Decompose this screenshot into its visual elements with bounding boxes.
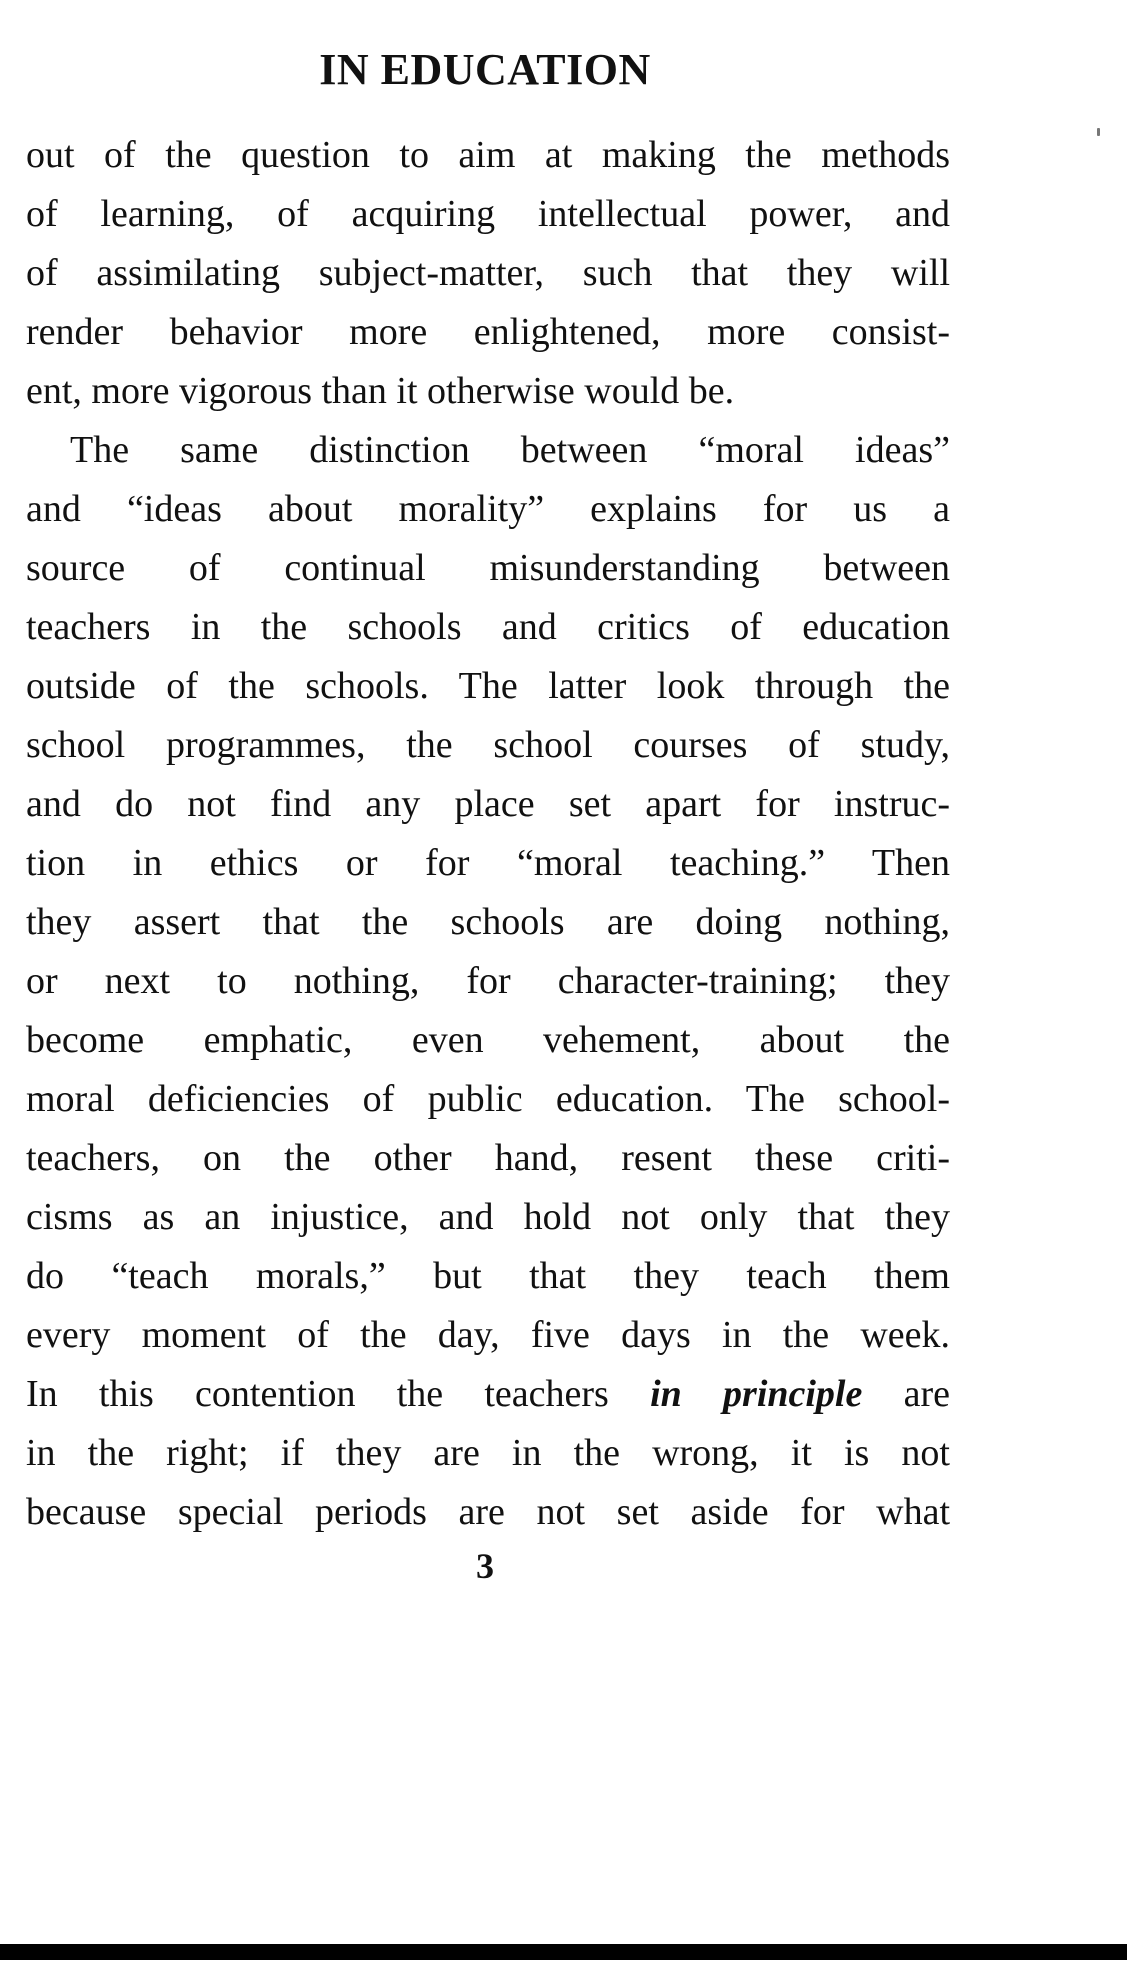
text-line: because special periods are not set aside for what — [26, 1491, 950, 1533]
text-line: they assert that the schools are doing nothing, — [26, 901, 950, 943]
text-line: teachers in the schools and critics of education — [26, 606, 950, 648]
emphasis-line — [26, 1365, 950, 1424]
text-line: in the right; if they are in the wrong, it is not — [26, 1432, 950, 1474]
text-line: of learning, of acquiring intellectual power, and — [26, 193, 950, 235]
running-header: IN EDUCATION — [319, 45, 651, 94]
margin-speck — [1097, 128, 1100, 136]
text-line: teachers, on the other hand, resent these criti- — [26, 1137, 950, 1179]
text-line: and do not find any place set apart for instruc- — [26, 783, 950, 825]
emphasis-line-after: are — [862, 1373, 950, 1415]
italic-emphasis: in principle — [650, 1373, 863, 1415]
text-line: do “teach morals,” but that they teach them — [26, 1255, 950, 1297]
text-line: tion in ethics or for “moral teaching.” Then — [26, 842, 950, 884]
body-text — [26, 126, 950, 1542]
text-line: every moment of the day, five days in the week. — [26, 1314, 950, 1356]
text-line: ent, more vigorous than it otherwise would be. — [26, 370, 735, 412]
text-line: or next to nothing, for character-training; they — [26, 960, 950, 1002]
text-line: out of the question to aim at making the methods — [26, 134, 950, 176]
bottom-rule — [0, 1944, 1127, 1960]
text-line: become emphatic, even vehement, about the — [26, 1019, 950, 1061]
text-line: source of continual misunderstanding between — [26, 547, 950, 589]
text-line: school programmes, the school courses of study, — [26, 724, 950, 766]
emphasis-line-before: In this contention the teachers — [26, 1373, 651, 1415]
paragraph-first-line: The same distinction between “moral ideas” — [70, 429, 950, 471]
text-line: outside of the schools. The latter look through the — [26, 665, 950, 707]
text-line: and “ideas about morality” explains for us a — [26, 488, 950, 530]
text-line: moral deficiencies of public education. The school- — [26, 1078, 950, 1120]
text-line: of assimilating subject-matter, such that they will — [26, 252, 950, 294]
text-line: render behavior more enlightened, more consist- — [26, 311, 950, 353]
text-line: cisms as an injustice, and hold not only that they — [26, 1196, 950, 1238]
page-number: 3 — [476, 1546, 494, 1586]
